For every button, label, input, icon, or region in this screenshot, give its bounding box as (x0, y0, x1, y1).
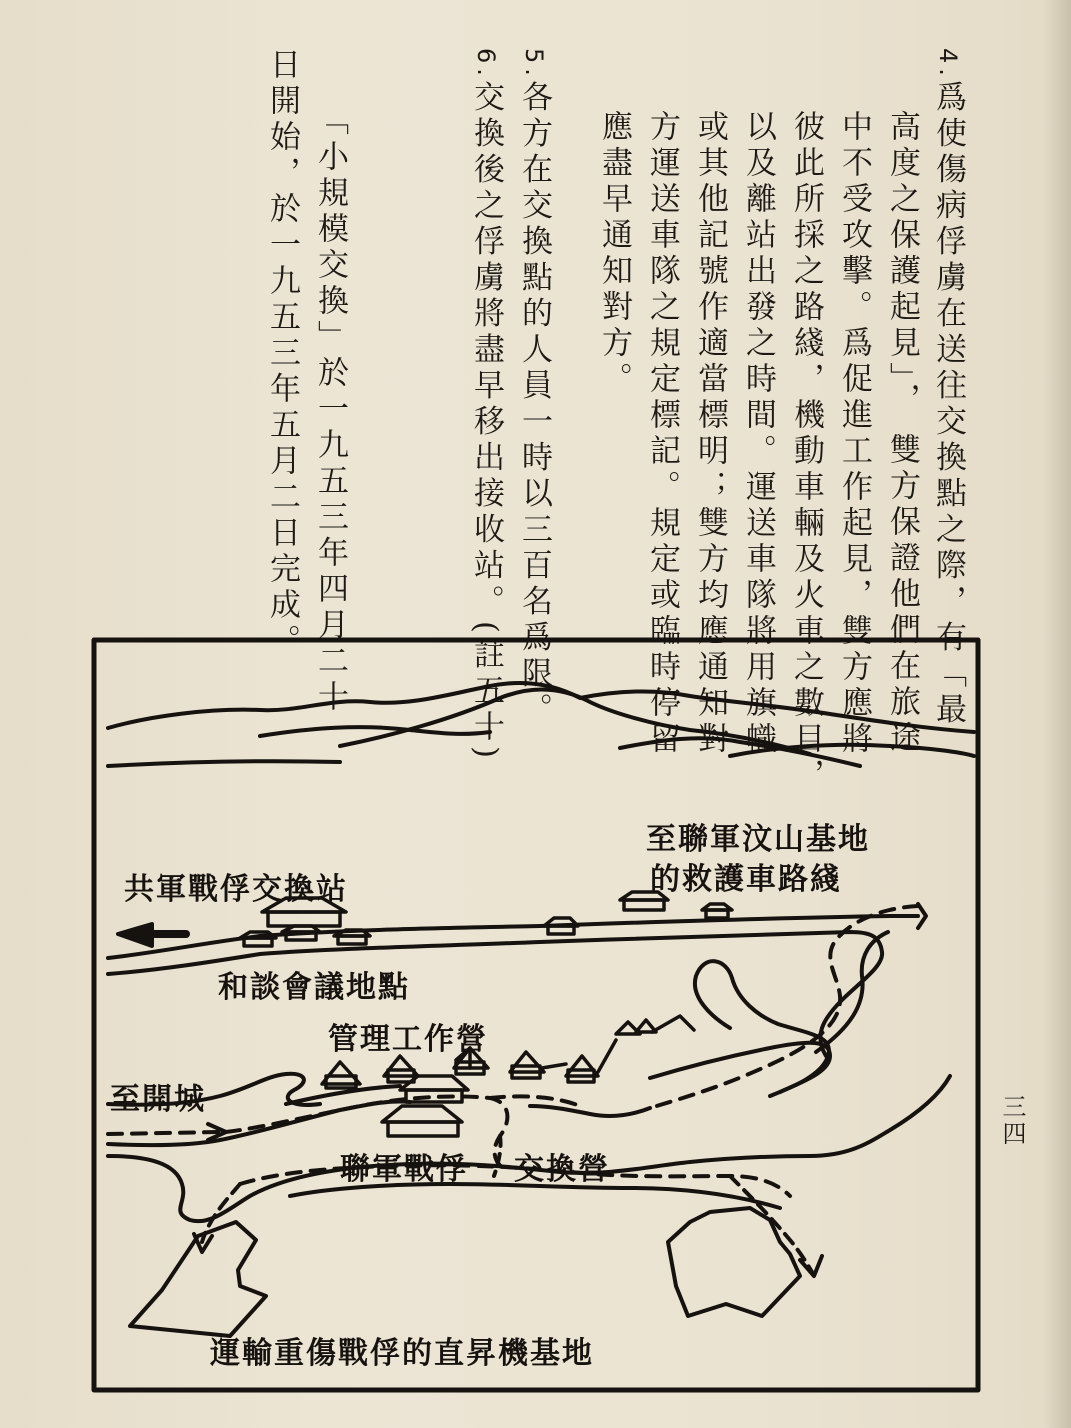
exchange-site-map-figure (90, 636, 982, 1396)
column-text: 中不受攻擊。爲促進工作起見，雙方應將 (836, 110, 872, 758)
text-column (308, 104, 352, 716)
column-text: 方運送車隊之規定標記。規定或臨時停留 (644, 110, 680, 758)
road-upper-edge (108, 916, 918, 958)
column-text: 日開始，於一九五三年五月二日完成。 (264, 48, 300, 660)
page-gutter-shadow (1043, 0, 1071, 1428)
column-text: 爲使傷病俘虜在送往交換點之際，有「最 (930, 80, 966, 729)
helicopter-pad-right (668, 1208, 800, 1316)
column-text: 彼此所採之路綫，機動車輛及火車之數目， (788, 110, 824, 794)
label-ambulance-route-2: 的救護車路綫 (650, 862, 842, 897)
figure-frame (94, 640, 978, 1390)
route-to-kaesong-dashed (108, 1132, 220, 1134)
item-number: 4. (934, 48, 962, 81)
page-number: 三四 (998, 1094, 1026, 1148)
text-column (926, 48, 970, 729)
terrain-outline (530, 1106, 650, 1116)
column-text: 或其他記號作適當標明；雙方均應通知對 (692, 110, 728, 758)
column-text: 以及離站出發之時間。運送車隊將用旗幟 (740, 110, 776, 758)
column-text: 「小規模交換」於一九五三年四月二十 (312, 104, 348, 716)
vertical-text-block (250, 48, 970, 794)
text-column (592, 110, 636, 398)
label-admin-camp: 管理工作營 (328, 1022, 488, 1057)
text-column (260, 48, 304, 660)
label-to-kaesong: 至開城 (110, 1082, 206, 1117)
label-un-pow-exchange-camp-b: 交換營 (514, 1152, 610, 1187)
item-number: 5. (520, 48, 548, 81)
label-ambulance-route-1: 至聯軍汶山基地 (646, 822, 870, 857)
shoreline (108, 761, 340, 766)
column-text: 各方在交換點的人員一時以三百名爲限。 (516, 80, 552, 729)
item-number: 6. (472, 48, 500, 81)
map-illustration (90, 636, 982, 1396)
column-text: 應盡早通知對方。 (596, 110, 632, 398)
text-column (512, 48, 556, 729)
terrain-outline (695, 961, 829, 1096)
column-text: 交換後之俘虜將盡早移出接收站。(註五十) (468, 80, 504, 764)
column-text: 高度之保護起見」， 雙方保證他們在旅途 (884, 110, 920, 758)
mountain-ridge (260, 727, 490, 736)
label-communist-exchange-station: 共軍戰俘交換站 (124, 872, 348, 907)
terrain-outline (650, 1043, 830, 1092)
mountain-ridge (340, 689, 810, 754)
label-un-pow-exchange-camp-a: 聯軍戰俘 (340, 1152, 468, 1187)
label-helicopter-base: 運輸重傷戰俘的直昇機基地 (210, 1336, 594, 1371)
label-peace-talks-site: 和談會議地點 (218, 970, 410, 1005)
